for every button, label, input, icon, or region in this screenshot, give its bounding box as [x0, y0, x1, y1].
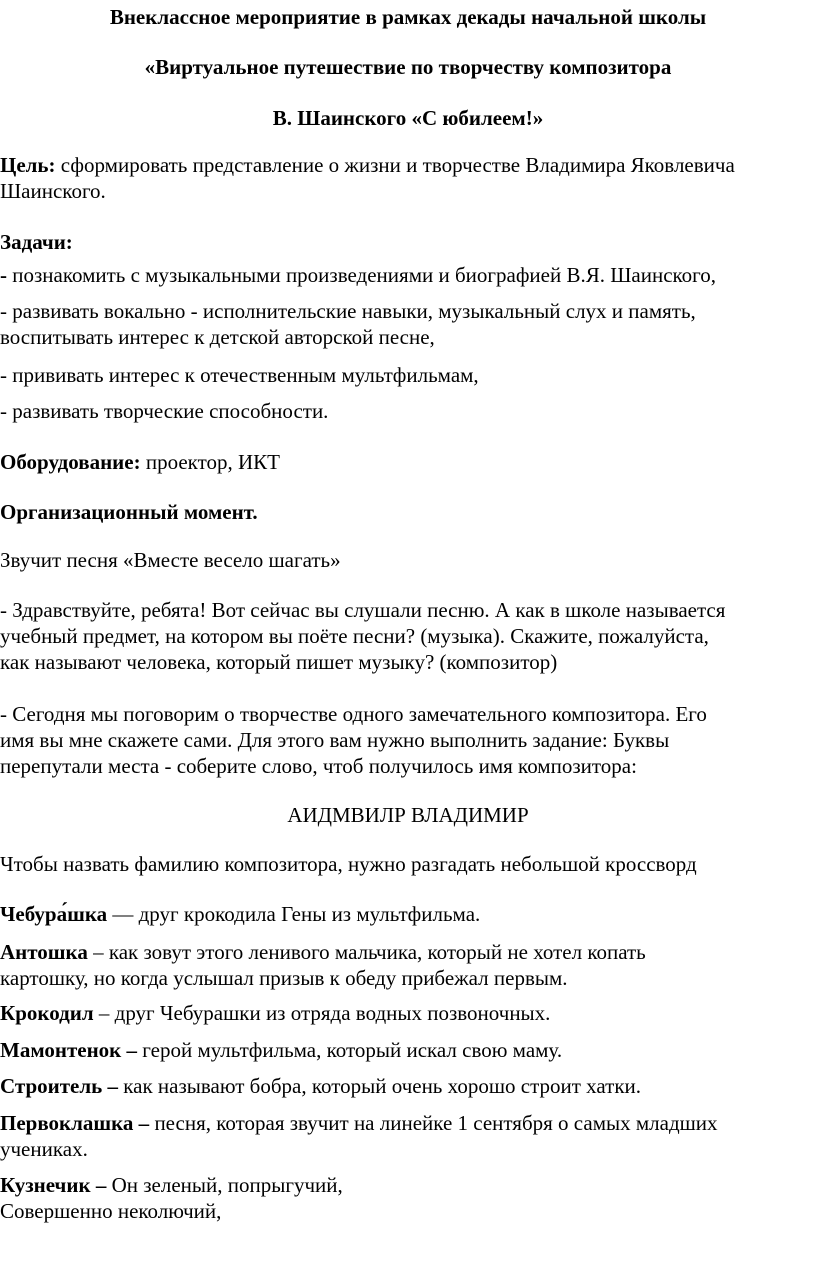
- task-item-3: - прививать интерес к отечественным мультфильмам,: [0, 363, 479, 387]
- song-line: Звучит песня «Вместе весело шагать»: [0, 548, 341, 572]
- org-heading: Организационный момент.: [0, 500, 258, 524]
- crossword-intro: Чтобы назвать фамилию композитора, нужно разгадать небольшой кроссворд: [0, 852, 697, 876]
- task-item-2-line-1: - развивать вокально - исполнительские навыки, музыкальный слух и память,: [0, 299, 696, 323]
- goal-line-1: Цель: сформировать представление о жизни и творчестве Владимира Яковлевича: [0, 153, 735, 177]
- clue-5: Строитель – как называют бобра, который очень хорошо строит хатки.: [0, 1074, 642, 1098]
- para1-line-3: как называют человека, который пишет музыку? (композитор): [0, 650, 558, 674]
- clue-word: Строитель –: [0, 1074, 119, 1098]
- task-item-1: - познакомить с музыкальными произведениями и биографией В.Я. Шаинского,: [0, 263, 717, 287]
- clue-word: Чебура́шка: [0, 902, 108, 926]
- clue-word: Мамонтенок –: [0, 1038, 138, 1062]
- goal-label: Цель:: [0, 153, 56, 177]
- clue-6-line-2: учениках.: [0, 1137, 88, 1161]
- para2-line-3: перепутали места - соберите слово, чтоб получилось имя композитора:: [0, 754, 637, 778]
- para1-line-2: учебный предмет, на котором вы поёте песни? (музыка). Скажите, пожалуйста,: [0, 624, 709, 648]
- clue-word: Антошка: [0, 940, 88, 964]
- clue-4: Мамонтенок – герой мультфильма, который искал свою маму.: [0, 1038, 563, 1062]
- para2-line-2: имя вы мне скажете сами. Для этого вам нужно выполнить задание: Буквы: [0, 728, 670, 752]
- equipment-label: Оборудование:: [0, 450, 141, 474]
- clue-word: Крокодил: [0, 1001, 94, 1025]
- title-line-1: Внеклассное мероприятие в рамках декады начальной школы: [109, 5, 707, 29]
- clue-2-line-1: Антошка – как зовут этого ленивого мальчика, который не хотел копать: [0, 940, 646, 964]
- equipment-line: Оборудование: проектор, ИКТ: [0, 450, 280, 474]
- title-line-2: «Виртуальное путешествие по творчеству композитора: [144, 55, 672, 79]
- clue-2-line-2: картошку, но когда услышал призыв к обеду прибежал первым.: [0, 966, 568, 990]
- title-line-3: В. Шаинского «С юбилеем!»: [272, 106, 544, 130]
- clue-7-line-2: Совершенно неколючий,: [0, 1199, 222, 1223]
- clue-7-line-1: Кузнечик – Он зеленый, попрыгучий,: [0, 1173, 343, 1197]
- para1-line-1: - Здравствуйте, ребята! Вот сейчас вы слушали песню. А как в школе называется: [0, 598, 726, 622]
- clue-6-line-1: Первоклашка – песня, которая звучит на линейке 1 сентября о самых младших: [0, 1111, 718, 1135]
- task-item-2-line-2: воспитывать интерес к детской авторской песне,: [0, 325, 435, 349]
- task-item-4: - развивать творческие способности.: [0, 399, 329, 423]
- clue-word: Кузнечик –: [0, 1173, 107, 1197]
- para2-line-1: - Сегодня мы поговорим о творчестве одного замечательного композитора. Его: [0, 702, 707, 726]
- goal-line-2: Шаинского.: [0, 179, 106, 203]
- anagram-line: АИДМВИЛР ВЛАДИМИР: [287, 803, 529, 827]
- clue-3: Крокодил – друг Чебурашки из отряда водных позвоночных.: [0, 1001, 551, 1025]
- clue-1: Чебура́шка — друг крокодила Гены из мультфильма.: [0, 902, 481, 926]
- tasks-heading: Задачи:: [0, 230, 73, 254]
- clue-word: Первоклашка –: [0, 1111, 150, 1135]
